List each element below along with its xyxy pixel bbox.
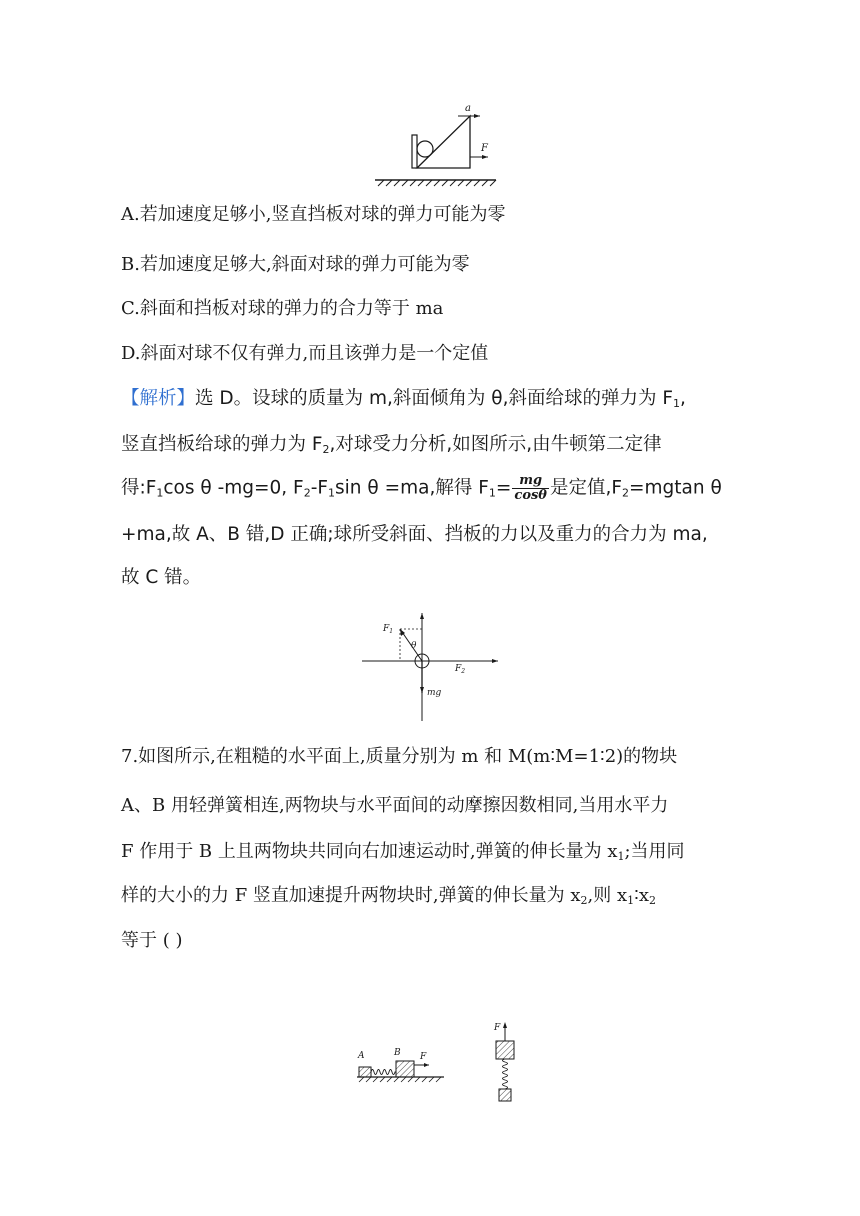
force-label: F [481,143,488,154]
label-force-v: F [494,1023,501,1033]
label-block-a: A [358,1051,365,1061]
option-d: D.斜面对球不仅有弹力,而且该弹力是一个定值 [121,343,489,364]
fraction-mg-cos: $\frac{mg}{\cos\theta}$ [514,473,547,503]
q7-line-1: 7.如图所示,在粗糙的水平面上,质量分别为 m 和 M(m∶M=1∶2)的物块 [121,746,678,767]
accel-label: a [465,103,471,114]
option-b: B.若加速度足够大,斜面对球的弹力可能为零 [121,254,470,275]
label-force-h: F [420,1052,427,1062]
vertical-blocks-figure [487,1018,523,1106]
label-f1: $F_1$ [383,624,394,635]
solution-line-5: 故 C 错。 [121,567,202,588]
option-a: A.若加速度足够小,竖直挡板对球的弹力可能为零 [121,204,506,225]
q7-line-4: 样的大小的力 F 竖直加速提升两物块时,弹簧的伸长量为 $x_2$,则 $x_1∶x_2$ [121,885,656,907]
label-f2: $F_2$ [455,664,466,675]
q7-line-2: A、B 用轻弹簧相连,两物块与水平面间的动摩擦因数相同,当用水平力 [121,795,669,816]
q7-line-5: 等于 ( ) [121,930,183,951]
label-theta: θ [411,641,417,651]
q7-line-3: F 作用于 B 上且两物块共同向右加速运动时,弹簧的伸长量为 $x_1$;当用同 [121,841,685,863]
label-mg: mg [427,688,442,698]
solution-tag: 【解析】 [121,388,196,409]
incline-figure [370,98,500,188]
solution-line-4: +ma,故 A、B 错,D 正确;球所受斜面、挡板的力以及重力的合力为 ma, [121,524,708,545]
solution-line-2: 竖直挡板给球的弹力为 $F_2$,对球受力分析,如图所示,由牛顿第二定律 [121,434,662,456]
horizontal-blocks-figure [354,1043,446,1083]
label-block-b: B [394,1048,401,1058]
solution-line-1: 【解析】选 D。设球的质量为 m,斜面倾角为 θ,斜面给球的弹力为 $F_1$, [121,388,686,410]
solution-line-3: 得$:F_1\cos$ θ -mg=0, $F_2-F_1\sin$ θ =ma,解得 $F_1=$ $\frac{mg}{\cos\theta}$ 是定值$,F_2=mgtan$ θ [121,473,722,503]
option-c: C.斜面和挡板对球的弹力的合力等于 ma [121,298,444,319]
force-diagram [355,607,505,725]
